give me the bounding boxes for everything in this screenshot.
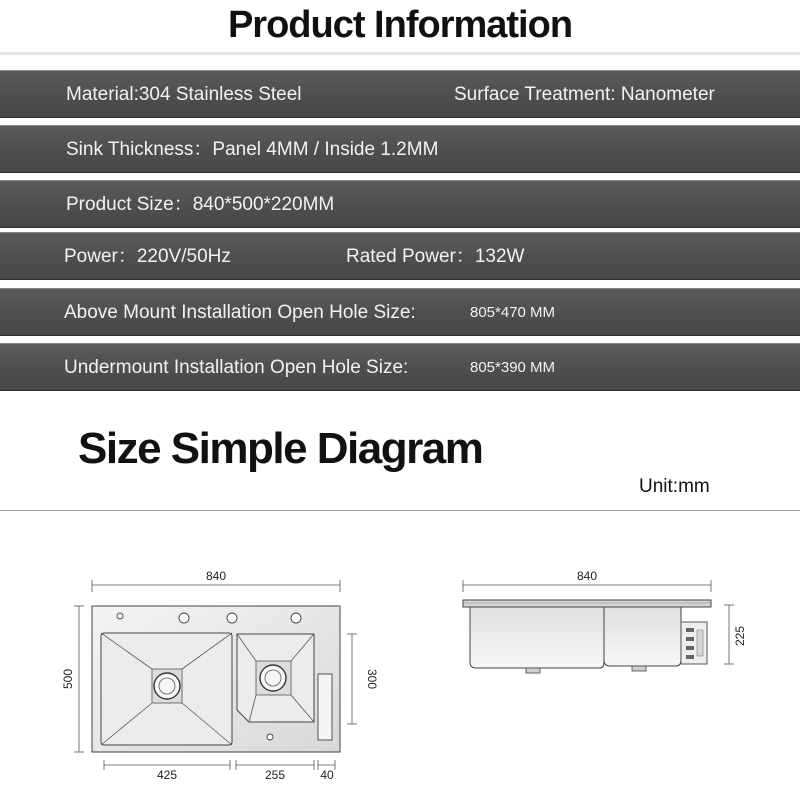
top-width-dimension xyxy=(92,569,340,592)
bottom-dimensions xyxy=(104,760,335,782)
above-mount-value: 805*470 MM xyxy=(470,304,556,321)
side-right-bowl xyxy=(604,607,681,666)
side-left-bowl xyxy=(470,607,604,668)
above-mount-label: Above Mount Installation Open Hole Size: xyxy=(64,302,416,323)
side-depth-dimension xyxy=(724,605,747,664)
thickness-spec: Sink Thickness：Panel 4MM / Inside 1.2MM xyxy=(66,139,439,160)
undermount-value: 805*390 MM xyxy=(470,359,556,376)
side-drain-icon xyxy=(632,666,646,671)
rated-power-spec: Rated Power：132W xyxy=(346,246,525,267)
top-height-dimension xyxy=(61,606,84,752)
overflow-hole-icon xyxy=(267,734,273,740)
top-view-diagram xyxy=(61,569,379,782)
side-drain-icon xyxy=(526,668,540,673)
faucet-hole-icon xyxy=(227,613,237,623)
page-title: Product Information xyxy=(227,4,573,46)
side-depth-label: 225 xyxy=(733,625,747,647)
right-bowl xyxy=(237,634,314,722)
material-spec: Material:304 Stainless Steel xyxy=(66,84,302,105)
unit-label: Unit:mm xyxy=(639,476,710,497)
drain-icon xyxy=(260,665,286,691)
side-control-box xyxy=(681,622,707,664)
drain-icon xyxy=(154,673,180,699)
faucet-hole-icon xyxy=(179,613,189,623)
diagram-title: Size Simple Diagram xyxy=(78,424,483,473)
left-bowl-width-label: 425 xyxy=(156,768,178,782)
inner-height-label: 300 xyxy=(365,668,379,690)
top-width-label: 840 xyxy=(205,569,227,583)
power-spec: Power：220V/50Hz xyxy=(64,246,231,267)
side-panel xyxy=(463,600,711,607)
side-width-dimension xyxy=(463,569,711,592)
left-bowl xyxy=(101,633,232,745)
side-width-label: 840 xyxy=(576,569,598,583)
surface-treatment-spec: Surface Treatment: Nanometer xyxy=(454,84,715,105)
faucet-hole-icon xyxy=(291,613,301,623)
small-hole-icon xyxy=(117,613,123,619)
top-height-label: 500 xyxy=(61,668,75,690)
side-strip xyxy=(318,674,332,740)
edge-width-label: 40 xyxy=(320,768,334,782)
side-view-diagram xyxy=(463,569,747,673)
right-bowl-width-label: 255 xyxy=(264,768,286,782)
inner-height-dimension xyxy=(347,634,379,724)
product-size-spec: Product Size：840*500*220MM xyxy=(66,194,335,215)
undermount-label: Undermount Installation Open Hole Size: xyxy=(64,357,409,378)
